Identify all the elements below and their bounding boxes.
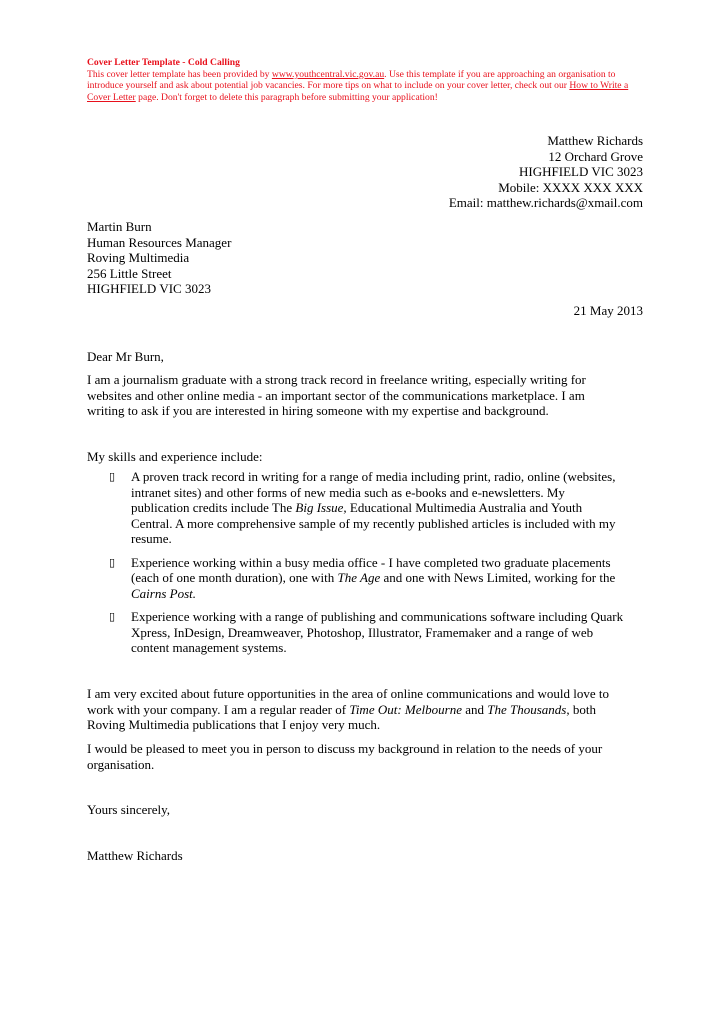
- template-instructions: Cover Letter Template - Cold Calling This cover letter template has been provided by www.youthcentral.vic.gov.au. Use this template if you are approaching an organisation to introduce yourself and ask about potential job vacancies. For more tips on what to include on your cover letter, check out our How to Write a Cover Letter page. Don't forget to delete this paragraph before submitting your application!: [87, 57, 643, 103]
- youthcentral-link[interactable]: www.youthcentral.vic.gov.au: [271, 68, 385, 80]
- bullet-icon: ▯: [109, 470, 116, 483]
- signature-name: Matthew Richards: [87, 848, 183, 863]
- sender-mobile: Mobile: XXXX XXX XXX: [498, 179, 643, 195]
- recipient-suburb: HIGHFIELD VIC 3023: [87, 281, 211, 296]
- sender-street: 12 Orchard Grove: [548, 148, 643, 164]
- how-to-write-link[interactable]: How to Write a: [569, 80, 629, 92]
- skills-intro: My skills and experience include:: [87, 449, 263, 464]
- list-item: ▯ Experience working within a busy media office - I have completed two graduate placements (each of one month duration), one with The Age and one with News Limited, working for the Cairns Post.: [109, 554, 616, 601]
- letter-date: 21 May 2013: [573, 303, 643, 318]
- sender-name: Matthew Richards: [547, 133, 643, 148]
- sender-address: [449, 133, 643, 211]
- list-item: ▯ A proven track record in writing for a range of media including print, radio, online (websites, intranet sites) and other forms of new media such as e-books and e-newsletters. My publication credits include The Big Issue, Educational Multimedia Australia and Youth Central. A more comprehensive sample of my recently published articles is included with my resume.: [109, 469, 616, 546]
- skills-list: [109, 469, 643, 664]
- recipient-name: Martin Burn: [87, 219, 152, 234]
- meeting-paragraph: I would be pleased to meet you in person to discuss my background in relation to the needs of your organisation.: [87, 741, 603, 772]
- list-item: ▯ Experience working with a range of publishing and communications software including Quark Xpress, InDesign, Dreamweaver, Photoshop, Illustrator, Framemaker and a range of web content management systems.: [109, 609, 624, 655]
- cover-letter-link[interactable]: Cover Letter: [87, 91, 136, 103]
- closing: Yours sincerely,: [87, 802, 171, 817]
- interest-paragraph: I am very excited about future opportunities in the area of online communications and would love to work with your company. I am a regular reader of Time Out: Melbourne and The Thousands, both Roving Multimedia publications that I enjoy very much.: [87, 686, 610, 732]
- bullet-icon: ▯: [109, 610, 116, 623]
- intro-paragraph: I am a journalism graduate with a strong track record in freelance writing, especially writing for websites and other online media - an important sector of the communications marketplace. I am writing to ask if you are interested in hiring someone with my expertise and background.: [87, 372, 586, 418]
- sender-email: Email: matthew.richards@xmail.com: [448, 195, 643, 210]
- recipient-street: 256 Little Street: [87, 265, 172, 281]
- sender-suburb: HIGHFIELD VIC 3023: [519, 164, 643, 179]
- recipient-title: Human Resources Manager: [87, 234, 232, 250]
- recipient-address: [87, 219, 231, 297]
- template-title: Cover Letter Template - Cold Calling: [87, 57, 240, 68]
- salutation: Dear Mr Burn,: [87, 349, 164, 364]
- recipient-company: Roving Multimedia: [87, 250, 190, 265]
- bullet-icon: ▯: [109, 555, 116, 569]
